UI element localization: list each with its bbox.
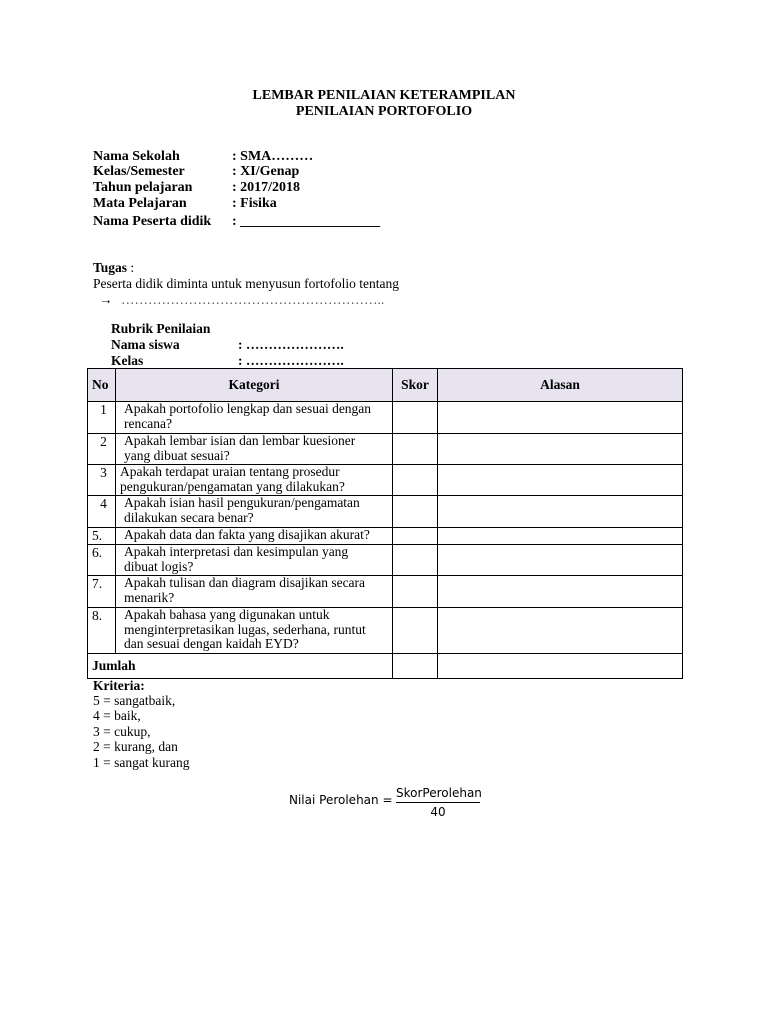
row-kategori [116, 545, 393, 576]
row-alasan-cell[interactable] [438, 434, 683, 465]
row-kategori-text: Apakah data dan fakta yang disajikan akurat? [124, 527, 370, 542]
info-label-year: Tahun pelajaran [93, 180, 193, 195]
row-skor-cell[interactable] [393, 465, 438, 496]
row-skor-cell[interactable] [393, 496, 438, 528]
info-value-school: : SMA……… [232, 149, 314, 164]
task-dots: ………………………………………………….. [121, 292, 385, 307]
info-value-student: : ____________________ [232, 214, 381, 229]
row-kategori-text: Apakah terdapat uraian tentang prosedur pengukuran/pengamatan yang dilakukan? [120, 464, 345, 494]
row-no: 3 [88, 465, 116, 496]
row-kategori [116, 402, 393, 434]
table-header-row [88, 369, 683, 402]
total-label: Jumlah [88, 654, 393, 679]
criteria-title: Kriteria: [93, 678, 145, 693]
row-kategori [116, 576, 393, 608]
criteria-item: 4 = baik, [93, 708, 141, 723]
info-label-student: Nama Peserta didik [93, 214, 212, 229]
info-label-school: Nama Sekolah [93, 149, 180, 164]
row-skor-cell[interactable] [393, 545, 438, 576]
row-kategori [116, 434, 393, 465]
formula-fraction [396, 786, 480, 819]
table-row [88, 608, 683, 654]
task-label: Tugas [93, 260, 128, 275]
col-header-kategori: Kategori [116, 369, 393, 402]
row-alasan-cell[interactable] [438, 545, 683, 576]
document-subtitle: PENILAIAN PORTOFOLIO [295, 104, 473, 119]
rubric-title: Rubrik Penilaian [111, 321, 211, 336]
criteria-item: 2 = kurang, dan [93, 739, 178, 754]
col-header-skor: Skor [393, 369, 438, 402]
row-no: 4 [88, 496, 116, 528]
table-row [88, 545, 683, 576]
row-kategori [116, 496, 393, 528]
row-no: 6. [88, 545, 116, 576]
rubric-name-value: : …………………. [238, 337, 344, 352]
rubric-table [87, 368, 683, 679]
formula-numerator: SkorPerolehan [396, 786, 480, 803]
row-kategori [116, 528, 393, 545]
criteria-item: 1 = sangat kurang [93, 755, 190, 770]
info-label-class: Kelas/Semester [93, 164, 185, 179]
row-no: 2 [88, 434, 116, 465]
task-heading [93, 260, 134, 276]
total-alasan-cell[interactable] [438, 654, 683, 679]
row-kategori-text: Apakah tulisan dan diagram disajikan secara menarik? [124, 575, 366, 605]
row-skor-cell[interactable] [393, 576, 438, 608]
table-total-row [88, 654, 683, 679]
row-alasan-cell[interactable] [438, 465, 683, 496]
row-kategori [116, 608, 393, 654]
row-kategori-text: Apakah interpretasi dan kesimpulan yang dibuat logis? [124, 544, 349, 574]
row-alasan-cell[interactable] [438, 528, 683, 545]
row-no: 8. [88, 608, 116, 654]
row-alasan-cell[interactable] [438, 402, 683, 434]
col-header-no: No [88, 369, 116, 402]
document-title: LEMBAR PENILAIAN KETERAMPILAN [252, 88, 516, 103]
info-value-year: : 2017/2018 [232, 180, 301, 195]
info-value-subject: : Fisika [232, 196, 277, 211]
info-label-subject: Mata Pelajaran [93, 196, 187, 211]
row-skor-cell[interactable] [393, 528, 438, 545]
table-row [88, 465, 683, 496]
task-colon: : [127, 260, 135, 275]
row-skor-cell[interactable] [393, 608, 438, 654]
row-kategori-text: Apakah isian hasil pengukuran/pengamatan dilakukan secara benar? [124, 495, 360, 525]
criteria-item: 3 = cukup, [93, 724, 151, 739]
total-skor-cell[interactable] [393, 654, 438, 679]
rubric-name-label: Nama siswa [111, 337, 180, 352]
formula-lhs: Nilai Perolehan = [289, 793, 393, 807]
table-row [88, 402, 683, 434]
col-header-alasan: Alasan [438, 369, 683, 402]
row-skor-cell[interactable] [393, 434, 438, 465]
table-row [88, 496, 683, 528]
row-no: 5. [88, 528, 116, 545]
row-alasan-cell[interactable] [438, 496, 683, 528]
table-row [88, 434, 683, 465]
row-kategori-text: Apakah bahasa yang digunakan untuk menginterpretasikan lugas, sederhana, runtut dan sesuai dengan kaidah EYD? [124, 607, 366, 651]
table-row [88, 528, 683, 545]
row-skor-cell[interactable] [393, 402, 438, 434]
row-alasan-cell[interactable] [438, 608, 683, 654]
row-no: 1 [88, 402, 116, 434]
arrow-icon: → [99, 292, 113, 307]
criteria-item: 5 = sangatbaik, [93, 693, 176, 708]
rubric-class-value: : …………………. [238, 353, 344, 368]
row-kategori [116, 465, 393, 496]
row-alasan-cell[interactable] [438, 576, 683, 608]
formula-denominator: 40 [430, 805, 446, 819]
row-kategori-text: Apakah lembar isian dan lembar kuesioner yang dibuat sesuai? [124, 433, 356, 463]
row-kategori-text: Apakah portofolio lengkap dan sesuai dengan rencana? [124, 401, 372, 431]
task-text: Peserta didik diminta untuk menyusun fortofolio tentang [93, 276, 399, 291]
info-value-class: : XI/Genap [232, 164, 300, 179]
row-no: 7. [88, 576, 116, 608]
table-row [88, 576, 683, 608]
rubric-class-label: Kelas [111, 353, 144, 368]
